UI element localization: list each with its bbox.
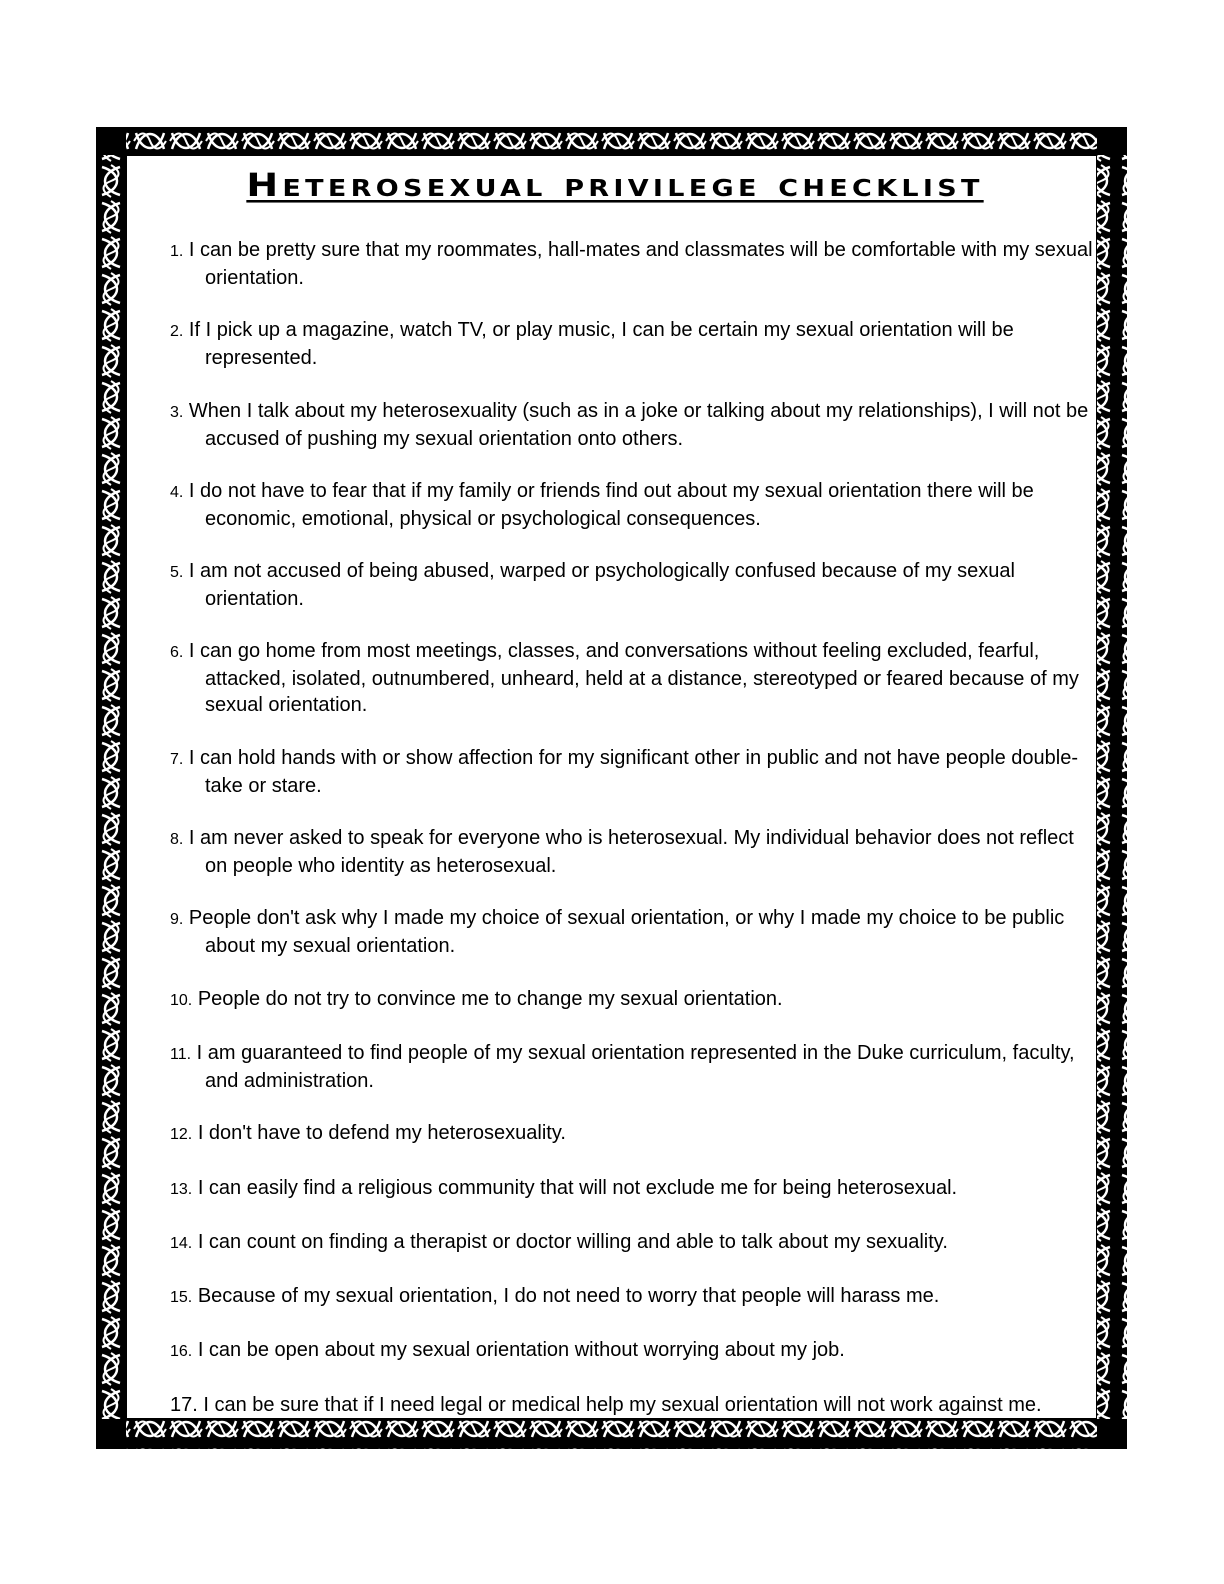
item-number: 7. — [170, 750, 184, 768]
item-text: I can count on finding a therapist or doctor willing and able to talk about my sexuality. — [197, 1230, 948, 1253]
item-number: 13. — [170, 1180, 193, 1198]
item-number: 5. — [170, 564, 184, 582]
checklist-item — [170, 745, 1100, 799]
item-number: 17. — [170, 1393, 198, 1416]
item-text: I can easily find a religious community that will not exclude me for being heterosexual. — [197, 1176, 958, 1199]
checklist-item — [170, 825, 1100, 879]
item-text: I am not accused of being abused, warped or psychologically confused because of my sexual orientation. — [188, 560, 1015, 611]
item-number: 10. — [170, 991, 193, 1009]
item-number: 12. — [170, 1126, 193, 1144]
item-number: 14. — [170, 1234, 193, 1252]
item-number: 11. — [170, 1045, 192, 1063]
checklist-item — [170, 478, 1100, 532]
checklist-item — [170, 1283, 1100, 1311]
checklist-item — [170, 1392, 1100, 1418]
checklist-item — [170, 986, 1100, 1014]
item-text: If I pick up a magazine, watch TV, or play music, I can be certain my sexual orientation will be represented. — [188, 319, 1014, 370]
checklist-item — [170, 1229, 1100, 1257]
item-text: I am guaranteed to find people of my sexual orientation represented in the Duke curriculum, faculty, and administration. — [196, 1041, 1075, 1092]
item-text: Because of my sexual orientation, I do not need to worry that people will harass me. — [197, 1285, 940, 1308]
checklist-item — [170, 237, 1100, 291]
checklist-item — [170, 1040, 1100, 1094]
item-number: 16. — [170, 1343, 193, 1361]
checklist-item — [170, 1175, 1100, 1203]
checklist-item — [170, 1120, 1100, 1148]
item-number: 1. — [170, 243, 184, 260]
checklist-item — [170, 558, 1100, 612]
item-number: 4. — [170, 483, 184, 501]
item-text: I do not have to fear that if my family or friends find out about my sexual orientation there will be economic, emotional, physical or psychological consequences. — [188, 479, 1034, 530]
item-text: I don't have to defend my heterosexuality. — [197, 1122, 566, 1145]
item-number: 3. — [170, 403, 184, 421]
item-text: When I talk about my heterosexuality (such as in a joke or talking about my relationships), I will not be accused of pushing my sexual orientation onto others. — [188, 399, 1089, 450]
checklist-item — [170, 1337, 1100, 1365]
item-text: I can be pretty sure that my roommates, hall-mates and classmates will be comfortable with my sexual orientation. — [188, 239, 1093, 289]
item-text: People do not try to convince me to change my sexual orientation. — [197, 987, 783, 1010]
item-number: 9. — [170, 911, 184, 929]
checklist-item — [170, 317, 1100, 371]
item-number: 8. — [170, 831, 184, 849]
item-text: I am never asked to speak for everyone who is heterosexual. My individual behavior does not reflect on people who identity as heterosexual. — [188, 827, 1074, 878]
checklist — [170, 237, 1100, 1444]
checklist-item — [170, 398, 1100, 452]
item-number: 6. — [170, 644, 184, 662]
item-text: People don't ask why I made my choice of sexual orientation, or why I made my choice to be public about my sexual orientation. — [188, 907, 1065, 958]
checklist-item — [170, 638, 1100, 718]
item-number: 2. — [170, 323, 184, 341]
item-number: 15. — [170, 1289, 193, 1307]
item-text: I can be sure that if I need legal or medical help my sexual orientation will not work against me. — [203, 1393, 1042, 1416]
page-title: Heterosexual privilege checklist — [246, 166, 984, 204]
checklist-item — [170, 905, 1100, 959]
item-text: I can hold hands with or show affection for my significant other in public and not have people double-take or stare. — [188, 746, 1078, 797]
item-text: I can be open about my sexual orientation without worrying about my job. — [197, 1339, 845, 1362]
item-text: I can go home from most meetings, classes, and conversations without feeling excluded, fearful, attacked, isolated, outnumbered, unheard, held at a distance, stereotyped or feared because of my sexual orientation. — [188, 640, 1079, 717]
